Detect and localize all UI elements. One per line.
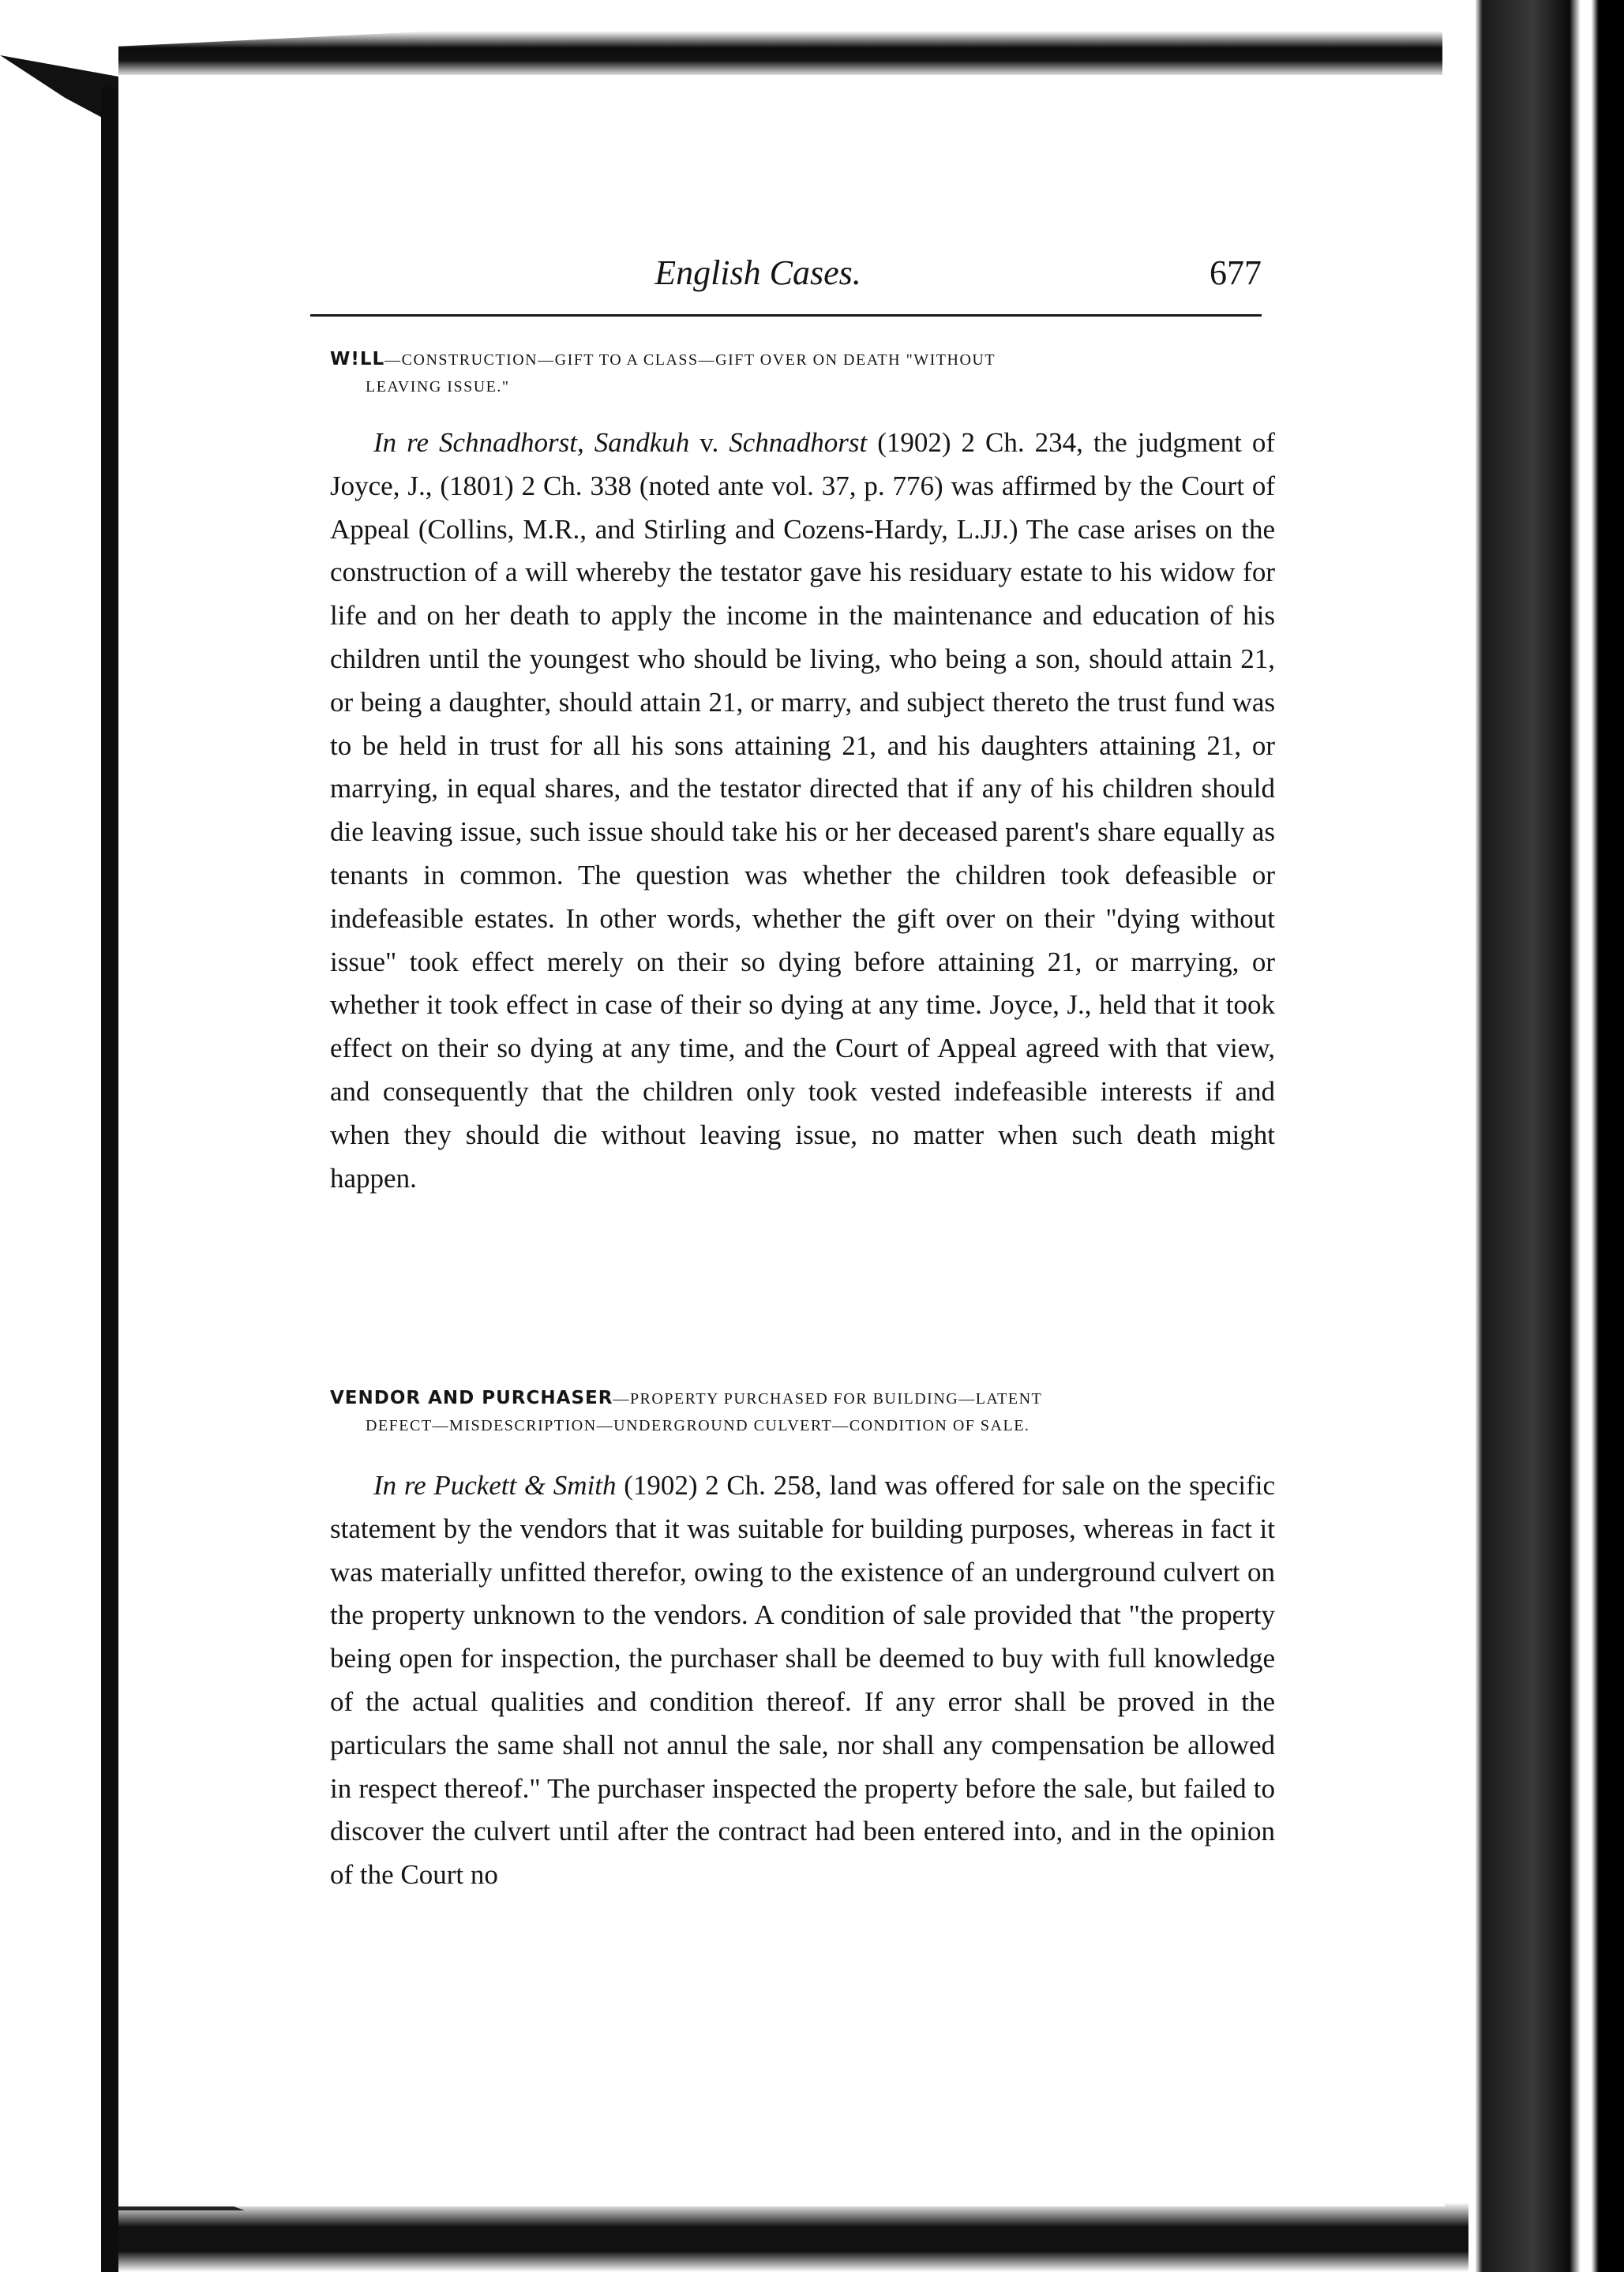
section-heading-will [330,346,1277,400]
heading-rest: —CONSTRUCTION—GIFT TO A CLASS—GIFT OVER ON DEATH "WITHOUT [384,351,996,369]
running-head [237,253,1279,316]
scan-edge-left-shadow [101,87,118,2272]
case-body: (1902) 2 Ch. 234, the judgment of Joyce, J., (1801) 2 Ch. 338 (noted ante vol. 37, p. 776) was affirmed by the Court of Appeal (Collins, M.R., and Stirling and Cozens-Hardy, L.JJ.) The case arises on the construction of a will whereby the testator gave his residuary estate to his widow for life and on her death to apply the income in the maintenance and education of his children until the youngest who should be living, who being a son, should attain 21, or being a daughter, should attain 21, or marry, and subject thereto the trust fund was to be held in trust for all his sons attaining 21, and his daughters attaining 21, or marrying, in equal shares, and the testator directed that if any of his children should die leaving issue, such issue should take his or her deceased parent's share equally as tenants in common. The question was whether the children took defeasible or indefeasible estates. In other words, whether the gift over on their "dying without issue" took effect merely on their so dying before attaining 21, or marrying, or whether it took effect in case of their so dying at any time. Joyce, J., held that it took effect on their so dying at any time, and the Court of Appeal agreed with that view, and consequently that the children only took vested indefeasible interests if and when they should die without leaving issue, no matter when such death might happen. [330,427,1275,1194]
running-title: English Cases. [654,253,861,292]
case-party: Schnadhorst [729,427,868,458]
scan-edge-bottom [103,2203,1468,2272]
section-body-will [330,422,1275,1200]
section-heading-vendor [330,1385,1277,1439]
section-body-vendor [330,1464,1275,1897]
header-rule [310,314,1262,317]
case-citation: In re Schnadhorst, Sandkuh [373,427,690,458]
heading-continuation: LEAVING ISSUE." [366,378,510,396]
case-versus: v. [689,427,729,458]
heading-lead: W!LL [330,349,385,369]
case-citation: In re Puckett & Smith [373,1470,617,1501]
scan-edge-top [118,0,1484,77]
scan-edge-right [1442,0,1624,2272]
heading-rest: —PROPERTY PURCHASED FOR BUILDING—LATENT [613,1390,1043,1408]
heading-lead: VENDOR AND PURCHASER [330,1388,613,1408]
heading-continuation: DEFECT—MISDESCRIPTION—UNDERGROUND CULVERT—CONDITION OF SALE. [366,1417,1030,1434]
page-number: 677 [1210,253,1262,292]
case-body: (1902) 2 Ch. 258, land was offered for sale on the specific statement by the vendors that it was suitable for building purposes, whereas in fact it was materially unfitted therefor, owing to the existence of an underground culvert on the property unknown to the vendors. A condition of sale provided that "the property being open for inspection, the purchaser shall be deemed to buy with full knowledge of the actual qualities and condition thereof. If any error shall be proved in the particulars the same shall not annul the sale, nor shall any compensation be allowed in respect thereof." The purchaser inspected the property before the sale, but failed to discover the culvert until after the contract had been entered into, and in the opinion of the Court no [330,1470,1275,1891]
